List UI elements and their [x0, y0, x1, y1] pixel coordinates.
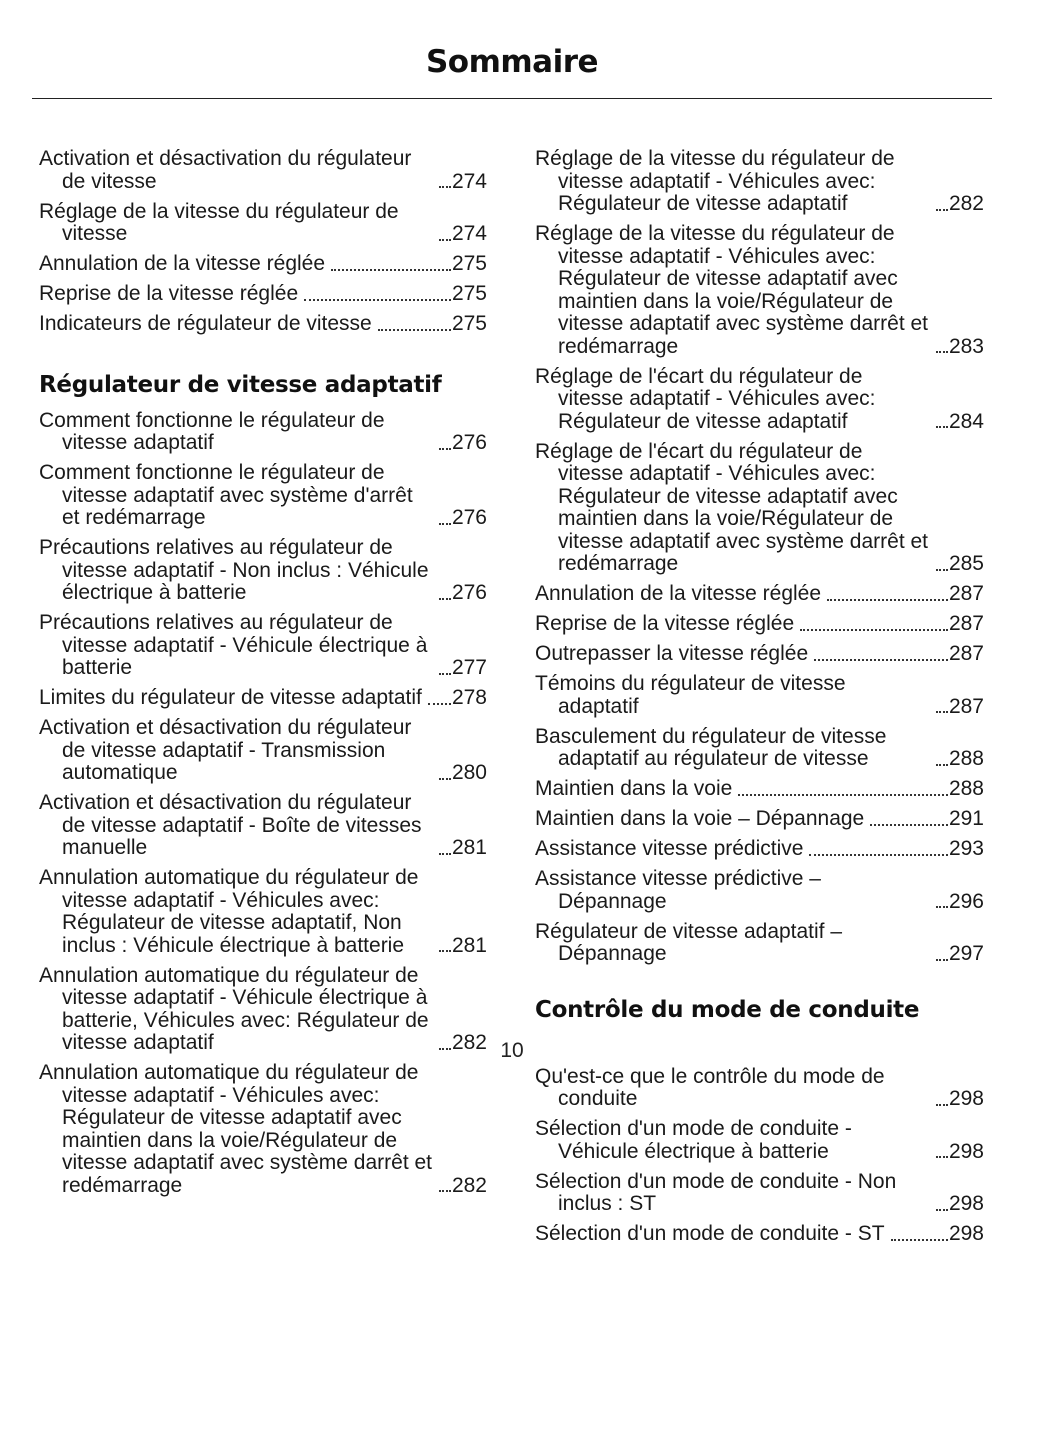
- toc-entry-page: 298: [948, 1192, 984, 1215]
- toc-entry[interactable]: [535, 921, 984, 966]
- dot-leader: [936, 209, 948, 211]
- toc-entry[interactable]: [39, 283, 487, 306]
- toc-entry-page: 280: [451, 761, 487, 784]
- toc-entry-title: Comment fonctionne le régulateur de vitesse adaptatif avec système d'arrêt et redémarrage: [39, 461, 413, 529]
- toc-entry[interactable]: [39, 1062, 487, 1197]
- toc-entry-page: 288: [948, 777, 984, 800]
- toc-group: [39, 410, 487, 1198]
- dot-leader: [439, 598, 451, 600]
- toc-entry-title: Réglage de la vitesse du régulateur de vitesse adaptatif - Véhicules avec: Régulateur de vitesse adaptatif: [535, 147, 895, 215]
- toc-entry-page: 284: [948, 409, 984, 433]
- toc-entry[interactable]: [39, 148, 487, 193]
- toc-entry[interactable]: [535, 366, 984, 434]
- dot-leader: [304, 299, 451, 301]
- dot-leader: [870, 824, 948, 826]
- toc-entry-title: Maintien dans la voie: [535, 777, 733, 800]
- toc-entry-page: 298: [948, 1222, 984, 1245]
- dot-leader: [439, 853, 451, 855]
- toc-entry-page: 287: [948, 612, 984, 635]
- dot-leader: [936, 569, 948, 571]
- toc-entry-title: Activation et désactivation du régulateur de vitesse adaptatif - Transmission automatique: [39, 716, 412, 784]
- dot-leader: [936, 906, 948, 908]
- toc-entry-page: 275: [451, 282, 487, 305]
- toc-entry-page: 293: [948, 837, 984, 860]
- dot-leader: [814, 659, 948, 661]
- toc-entry-page: 276: [451, 431, 487, 454]
- dot-leader: [936, 1209, 948, 1211]
- toc-entry-page: 281: [451, 933, 487, 957]
- toc-entry-page: 282: [451, 1031, 487, 1054]
- section-heading-regulateur-adaptatif: Régulateur de vitesse adaptatif: [39, 371, 442, 398]
- page-title: Sommaire: [425, 44, 599, 80]
- toc-entry[interactable]: [39, 537, 487, 605]
- toc-group: [39, 148, 487, 336]
- toc-entry[interactable]: [535, 1223, 984, 1246]
- toc-entry-title: Annulation automatique du régulateur de vitesse adaptatif - Véhicules avec: Régulateur de vitesse adaptatif avec maintien dans la voie/Régulateur de vitesse adaptatif avec système darrêt et redémarrage: [39, 1061, 433, 1197]
- dot-leader: [439, 523, 451, 525]
- dot-leader: [331, 269, 451, 271]
- dot-leader: [936, 426, 948, 428]
- dot-leader: [428, 703, 451, 705]
- toc-entry[interactable]: [535, 441, 984, 576]
- toc-entry-title: Assistance vitesse prédictive: [535, 837, 804, 860]
- toc-entry[interactable]: [535, 838, 984, 861]
- toc-entry[interactable]: [39, 687, 487, 710]
- title-divider: [32, 98, 992, 99]
- toc-entry-title: Réglage de l'écart du régulateur de vitesse adaptatif - Véhicules avec: Régulateur de vitesse adaptatif: [535, 364, 876, 433]
- toc-entry-title: Régulateur de vitesse adaptatif – Dépannage: [535, 919, 843, 965]
- dot-leader: [809, 854, 948, 856]
- toc-entry[interactable]: [535, 613, 984, 636]
- toc-group: [535, 1066, 984, 1246]
- toc-entry-title: Indicateurs de régulateur de vitesse: [39, 312, 372, 335]
- toc-entry-page: 282: [451, 1173, 487, 1197]
- toc-entry[interactable]: [535, 148, 984, 216]
- toc-entry-title: Sélection d'un mode de conduite - Véhicule électrique à batterie: [535, 1117, 852, 1163]
- toc-group: [535, 148, 984, 966]
- toc-entry[interactable]: [535, 583, 984, 606]
- dot-leader: [439, 186, 451, 188]
- toc-right-column: [535, 148, 984, 1253]
- toc-entry[interactable]: [535, 1118, 984, 1163]
- toc-entry-page: 287: [948, 582, 984, 605]
- toc-entry[interactable]: [535, 808, 984, 831]
- dot-leader: [439, 950, 451, 952]
- toc-entry[interactable]: [535, 1066, 984, 1111]
- dot-leader: [936, 1104, 948, 1106]
- toc-entry-title: Comment fonctionne le régulateur de vitesse adaptatif: [39, 408, 385, 454]
- toc-entry-title: Annulation de la vitesse réglée: [535, 582, 822, 605]
- toc-entry[interactable]: [535, 673, 984, 718]
- toc-entry-page: 276: [451, 506, 487, 529]
- toc-entry-page: 278: [451, 686, 487, 709]
- toc-entry-title: Réglage de la vitesse du régulateur de vitesse: [39, 199, 399, 245]
- toc-entry-page: 275: [451, 312, 487, 335]
- section-heading-controle-mode-conduite: Contrôle du mode de conduite: [535, 996, 920, 1023]
- toc-entry-page: 283: [948, 334, 984, 358]
- toc-entry[interactable]: [39, 792, 487, 860]
- toc-entry[interactable]: [39, 717, 487, 785]
- toc-entry-title: Annulation automatique du régulateur de vitesse adaptatif - Véhicule électrique à batterie, Véhicules avec: Régulateur de vitesse adaptatif: [39, 963, 429, 1054]
- toc-entry-page: 285: [948, 552, 984, 575]
- toc-entry-title: Qu'est-ce que le contrôle du mode de conduite: [535, 1064, 885, 1110]
- toc-entry-title: Réglage de l'écart du régulateur de vitesse adaptatif - Véhicules avec: Régulateur de vitesse adaptatif avec maintien dans la voie/Régulateur de vitesse adaptatif avec système darrêt et redémarrage: [535, 439, 929, 575]
- toc-entry-title: Reprise de la vitesse réglée: [535, 612, 795, 635]
- toc-entry[interactable]: [535, 1171, 984, 1216]
- toc-entry-title: Activation et désactivation du régulateur de vitesse adaptatif - Boîte de vitesses manuelle: [39, 791, 422, 859]
- toc-entry-page: 297: [948, 942, 984, 965]
- toc-entry-title: Témoins du régulateur de vitesse adaptatif: [535, 672, 846, 718]
- toc-entry-page: 274: [451, 169, 487, 193]
- toc-entry[interactable]: [535, 726, 984, 771]
- dot-leader: [439, 239, 451, 241]
- toc-entry-title: Limites du régulateur de vitesse adaptatif: [39, 686, 422, 709]
- toc-entry-page: 298: [948, 1139, 984, 1163]
- toc-entry-page: 287: [948, 694, 984, 718]
- toc-entry[interactable]: [39, 253, 487, 276]
- toc-entry[interactable]: [39, 410, 487, 455]
- toc-entry-title: Précautions relatives au régulateur de vitesse adaptatif - Véhicule électrique à batterie: [39, 611, 428, 679]
- toc-entry-page: 275: [451, 252, 487, 275]
- toc-entry[interactable]: [535, 778, 984, 801]
- dot-leader: [800, 629, 948, 631]
- toc-entry-title: Sélection d'un mode de conduite - Non inclus : ST: [535, 1169, 897, 1215]
- toc-entry[interactable]: [39, 313, 487, 336]
- toc-entry[interactable]: [535, 223, 984, 358]
- toc-entry-page: 282: [948, 192, 984, 215]
- dot-leader: [738, 794, 948, 796]
- toc-entry-title: Annulation automatique du régulateur de vitesse adaptatif - Véhicules avec: Régulateur de vitesse adaptatif, Non inclus : Véhicule électrique à batterie: [39, 866, 419, 957]
- dot-leader: [439, 778, 451, 780]
- dot-leader: [936, 351, 948, 353]
- toc-entry[interactable]: [39, 201, 487, 246]
- dot-leader: [439, 673, 451, 675]
- toc-entry-page: 287: [948, 642, 984, 665]
- dot-leader: [827, 599, 948, 601]
- toc-entry-title: Outrepasser la vitesse réglée: [535, 642, 809, 665]
- page-number: 10: [500, 1039, 524, 1062]
- dot-leader: [439, 1190, 451, 1192]
- toc-entry-page: 288: [948, 747, 984, 770]
- toc-entry-page: 276: [451, 581, 487, 604]
- toc-entry-title: Réglage de la vitesse du régulateur de vitesse adaptatif - Véhicules avec: Régulateur de vitesse adaptatif avec maintien dans la voie/Régulateur de vitesse adaptatif avec système darrêt et redémarrage: [535, 222, 929, 358]
- toc-entry-page: 298: [948, 1087, 984, 1110]
- dot-leader: [936, 1156, 948, 1158]
- toc-entry-title: Précautions relatives au régulateur de vitesse adaptatif - Non inclus : Véhicule électrique à batterie: [39, 536, 429, 604]
- dot-leader: [439, 448, 451, 450]
- toc-entry-title: Reprise de la vitesse réglée: [39, 282, 299, 305]
- dot-leader: [936, 711, 948, 713]
- toc-entry[interactable]: [535, 868, 984, 913]
- toc-entry[interactable]: [39, 612, 487, 680]
- toc-entry-title: Sélection d'un mode de conduite - ST: [535, 1222, 885, 1245]
- toc-entry-title: Maintien dans la voie – Dépannage: [535, 807, 865, 830]
- toc-entry-title: Activation et désactivation du régulateur de vitesse: [39, 147, 412, 193]
- toc-entry-page: 281: [451, 836, 487, 859]
- toc-entry[interactable]: [535, 643, 984, 666]
- toc-entry-page: 274: [451, 222, 487, 245]
- dot-leader: [378, 329, 451, 331]
- toc-entry-page: 291: [948, 807, 984, 830]
- dot-leader: [936, 959, 948, 961]
- toc-entry-page: 277: [451, 656, 487, 679]
- toc-entry-page: 296: [948, 889, 984, 913]
- toc-entry-title: Annulation de la vitesse réglée: [39, 252, 326, 275]
- toc-entry-title: Basculement du régulateur de vitesse adaptatif au régulateur de vitesse: [535, 724, 887, 770]
- dot-leader: [891, 1239, 948, 1241]
- toc-entry-title: Assistance vitesse prédictive – Dépannage: [535, 867, 821, 913]
- toc-entry[interactable]: [39, 462, 487, 530]
- toc-entry[interactable]: [39, 867, 487, 957]
- dot-leader: [936, 764, 948, 766]
